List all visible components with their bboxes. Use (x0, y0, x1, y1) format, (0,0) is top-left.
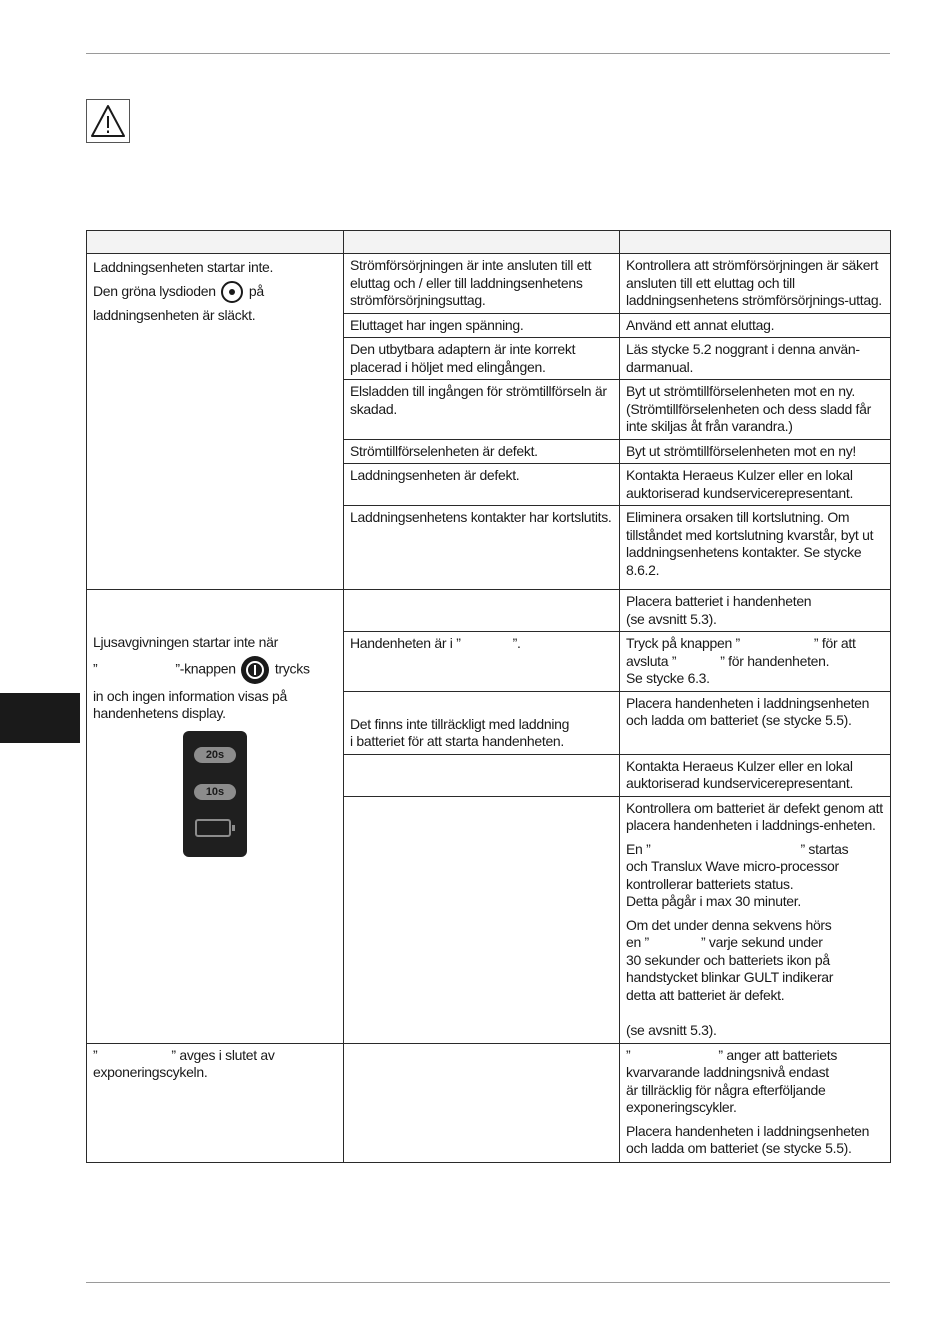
table-row (87, 254, 891, 314)
remedy-cell: Eliminera orsaken till kortslutning. Om tillståndet med kortslutning kvarstår, byt ut laddningsenhetens kontakter. Se stycke 8.6.2. (620, 506, 891, 590)
remedy-cell: ” ” anger att batteriets kvarvarande laddningsnivå endast är tillräcklig för några efterföljande exponeringscykler. Placera handenheten i laddningsenheten och ladda om batteriet (se stycke 5.5). (620, 1043, 891, 1162)
cause-cell (344, 754, 620, 796)
remedy-cell: Placera handenheten i laddningsenheten och ladda om batteriet (se stycke 5.5). (620, 691, 891, 754)
remedy-cell: Byt ut strömtillförselenheten mot en ny. (Strömtillförselenheten och dess sladd får inte skiljas åt från varandra.) (620, 380, 891, 440)
display-10s-indicator: 10s (194, 784, 236, 800)
cause-cell (344, 1043, 620, 1162)
cause-cell: Laddningsenheten är defekt. (344, 464, 620, 506)
cause-cell: Laddningsenhetens kontakter har kortslutits. (344, 506, 620, 590)
top-rule (86, 53, 890, 54)
warning-box (86, 99, 130, 143)
table-row (87, 1043, 891, 1162)
handpiece-display (183, 731, 247, 857)
cause-cell (344, 796, 620, 1043)
symptom-text: in och ingen information visas på (93, 687, 287, 704)
display-20s-indicator: 20s (194, 747, 236, 763)
green-led-icon (221, 281, 243, 303)
remedy-cell: Läs stycke 5.2 noggrant i denna använ-darmanual. (620, 338, 891, 380)
remedy-cell: Placera batteriet i handenheten (se avsnitt 5.3). (620, 590, 891, 632)
warning-triangle-icon (90, 103, 126, 139)
remedy-cell: Tryck på knappen ” ” för att avsluta ” ” för handenheten. Se stycke 6.3. (620, 632, 891, 692)
symptom-text: Laddningsenheten startar inte. (93, 259, 274, 275)
cause-cell: Elsladden till ingången för strömtillförseln är skadad. (344, 380, 620, 440)
power-button-icon (241, 656, 269, 684)
header-remedy (620, 231, 891, 254)
remedy-cell: Byt ut strömtillförselenheten mot en ny! (620, 439, 891, 464)
side-chapter-tab (0, 693, 80, 743)
symptom-cell-light-output (87, 590, 344, 1044)
remedy-cell: Använd ett annat eluttag. (620, 313, 891, 338)
header-problem (87, 231, 344, 254)
table-row (87, 590, 891, 632)
remedy-cell: Kontrollera om batteriet är defekt genom att placera handenheten i laddnings-enheten. En ” ” startas och Translux Wave micro-processor kontrollerar batteriets status. Detta pågår i max 30 minuter. Om det under denna sekvens hörs en ” ” varje sekund under 30 sekunder och batteriets ikon på handstycket blinkar GULT indikerar detta att batteriet är defekt. (se avsnitt 5.3). (620, 796, 891, 1043)
remedy-cell: Kontrollera att strömförsörjningen är säkert ansluten till ett eluttag och till laddningsenhetens strömförsörjnings-uttag. (620, 254, 891, 314)
troubleshooting-table (86, 230, 891, 1163)
table-header-row (87, 231, 891, 254)
symptom-text: Ljusavgivningen startar inte när (93, 634, 278, 650)
symptom-text: handenhetens display. (93, 705, 226, 721)
cause-cell: Eluttaget har ingen spänning. (344, 313, 620, 338)
symptom-text: laddningsenheten är släckt. (93, 307, 256, 324)
symptom-text: ” ”-knappen trycks (93, 656, 337, 684)
symptom-text: Den gröna lysdioden på (93, 279, 337, 303)
remedy-cell: Kontakta Heraeus Kulzer eller en lokal auktoriserad kundservicerepresentant. (620, 464, 891, 506)
bottom-rule (86, 1282, 890, 1283)
cause-cell: Handenheten är i ” ”. (344, 632, 620, 692)
battery-icon (195, 819, 231, 837)
cause-cell: Strömförsörjningen är inte ansluten till ett eluttag och / eller till laddningsenhetens strömförsörjningsuttag. (344, 254, 620, 314)
cause-cell: Det finns inte tillräckligt med laddning i batteriet för att starta handenheten. (344, 691, 620, 754)
cause-cell: Den utbytbara adaptern är inte korrekt placerad i höljet med elingången. (344, 338, 620, 380)
cause-cell (344, 590, 620, 632)
remedy-cell: Kontakta Heraeus Kulzer eller en lokal auktoriserad kundservicerepresentant. (620, 754, 891, 796)
symptom-cell-charger (87, 254, 344, 590)
cause-cell: Strömtillförselenheten är defekt. (344, 439, 620, 464)
header-cause (344, 231, 620, 254)
symptom-cell-end-signal: ” ” avges i slutet av exponeringscykeln. (87, 1043, 344, 1162)
